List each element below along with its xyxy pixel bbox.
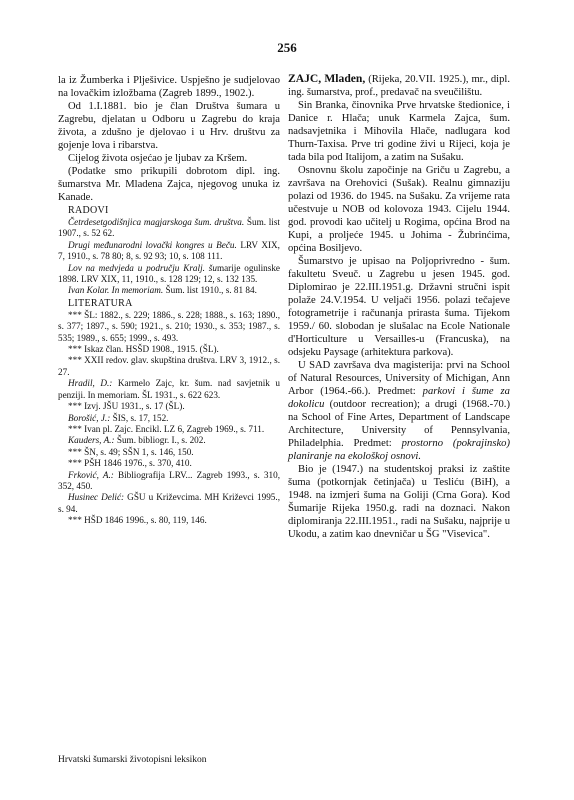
masters-text-1: U SAD završava dva magisterija: prvi na School of Natural Resources, University of Michigan, Ann Arbor (1964.-66.). Predmet: xyxy=(288,360,510,397)
reference-entry xyxy=(58,217,280,240)
paragraph-practice: Bio je (1947.) na studentskoj praksi iz zaštite šuma (potkornjak četinjača) u Tesliću (BiH), a 1948. na izmjeri šuma na Goliji (Crna Gora). Kod Šumarije Rijeka 1950.g. radi na doznaci. Nakon diplomiranja 22.III.1951., radi na Sušaku, najprije u Ukodu, a zatim kao dnevničar u ŠG "Visevica". xyxy=(288,464,510,540)
paragraph-membership: Od 1.I.1881. bio je član Društva šumara u Zagrebu, djelatan u Odboru u Zagrebu do kraja života, a zdušno je djelovao i u Hrv. društvu za gojenje lova i ribarstva. xyxy=(58,101,280,151)
reference-entry xyxy=(58,310,280,344)
reference-entry xyxy=(58,401,280,412)
section-heading-radovi: RADOVI xyxy=(68,205,109,216)
reference-entry xyxy=(58,492,280,515)
left-column xyxy=(58,74,280,527)
reference-author: Drugi međunarodni lovački kongres u Beču. xyxy=(68,239,237,250)
entry-summary: (Rijeka, 20.VII. 1925.), mr., dipl. ing. šumarstva, prof., predavač na sveučilištu. xyxy=(288,74,510,98)
paragraph-masters xyxy=(288,359,510,463)
reference-author: Četrdesetgodišnjica magjarskoga šum. društva. xyxy=(68,217,245,227)
masters-subject-2: prostorno (pokrajinsko) planiranje na ekološkoj osnovi. xyxy=(288,438,510,462)
entry-heading xyxy=(288,72,510,99)
paragraph-university: Šumarstvo je upisao na Poljoprivredno - šum. fakultetu Sveuč. u Zagrebu u jesen 1945. god. Diplomirao je 22.III.1951.g. Državni stručni ispit polaže 24.V.1954. U veljači 1956. polazi tečajeve fotogrametrije i računanja prirasta šuma. Tijekom 1959./ 60. slobodan je slušalac na Ecole Nationale d'Horticulture u Versailles-u (Francuska), na odsjeku Paysage (arhitektura parkova). xyxy=(288,256,510,358)
reference-author: Ivan Kolar. In memoriam. xyxy=(68,285,164,296)
reference-entry xyxy=(58,240,280,263)
reference-entry xyxy=(58,355,280,378)
reference-text: GŠU u Križevcima. MH Križevci 1995., s. 94. xyxy=(58,492,280,514)
radovi-list xyxy=(58,217,280,297)
reference-text: Karmelo Zajc, kr. šum. nad savjetnik u penziji. In memoriam. ŠL 1931., s. 622 623. xyxy=(58,378,280,400)
reference-entry xyxy=(58,285,280,296)
reference-entry xyxy=(58,458,280,469)
reference-text: Šum. list 1910., s. 81 84. xyxy=(163,285,257,296)
paragraph-intro: la iz Žumberka i Plješivice. Uspješno je sudjelovao na lovačkim izložbama (Zagreb 1899., 1902.). xyxy=(58,75,280,99)
reference-entry xyxy=(58,424,280,435)
reference-entry xyxy=(58,470,280,493)
footer-rule xyxy=(58,748,518,749)
reference-text: LRV XIX, 7, 1910., s. 78 80; 8, s. 92 93; 10, s. 108 111. xyxy=(58,239,280,262)
section-heading-literatura: LITERATURA xyxy=(68,297,133,309)
reference-entry xyxy=(58,344,280,355)
reference-text: Šum. bibliogr. I., s. 202. xyxy=(114,435,206,446)
masters-text-2: (outdoor recreation); a drugi (1968.-70.) na School of Fine Artes, Department of Landscape Architecture, University of Pennsylvania, Philadelphia. Predmet: xyxy=(288,399,510,449)
reference-text: marije ogulinske 1898. LRV XIX, 11, 1910., s. 128 129; 12, s. 132 135. xyxy=(58,262,280,285)
reference-entry xyxy=(58,378,280,401)
reference-author: Lov na medvjeda u području Kralj. šu xyxy=(68,262,217,273)
paragraph-schooling: Osnovnu školu započinje na Griču u Zagrebu, a završava na Orehovici (Sušak). Realnu gimnaziju polazi od 1936. do 1945. na Sušaku. Za vrijeme rata učestvuje u NOB od kolovoza 1943. Cijelu 1944. god. provodi kao učitelj u Rogima, općina Brod na Kupi, a proljeće 1945. u Johima - Žubrinćima, općina Bosiljevo. xyxy=(288,165,510,254)
reference-entry xyxy=(58,413,280,424)
reference-entry xyxy=(58,435,280,446)
page-footer: Hrvatski šumarski životopisni leksikon xyxy=(58,755,207,765)
reference-text: *** Ivan pl. Zajc. Encikl. LZ 6, Zagreb 1969., s. 711. xyxy=(68,423,265,434)
reference-entry xyxy=(58,447,280,458)
paragraph-karst: Cijelog života osjećao je ljubav za Kršem. xyxy=(68,153,248,164)
reference-entry xyxy=(58,515,280,526)
reference-author: Kauders, A.: xyxy=(68,435,115,446)
page-number: 256 xyxy=(277,40,297,55)
masters-subject-1: parkovi i šume za dokolicu xyxy=(288,386,510,410)
reference-text: ŠIS, s. 17, 152. xyxy=(110,412,169,423)
reference-text: *** Izvj. JŠU 1931., s. 17 (ŠL). xyxy=(68,401,185,412)
right-column xyxy=(288,72,510,541)
paragraph-family: Sin Branka, činovnika Prve hrvatske štedionice, i Danice r. Hlača; unuk Karmela Zajca, šum. nadsavjetnika i Mihovila Hlače, nadlugara kod Thurn-Taxisa. Prve tri godine živi u Rijeci, koja je tada bila pod Italijom, a zatim na Sušaku. xyxy=(288,100,510,163)
reference-text: Bibliografija LRV... Zagreb 1993., s. 310, 352, 450. xyxy=(58,469,280,491)
reference-author: Frković, A.: xyxy=(68,469,114,480)
reference-text: *** ŠL: 1882., s. 229; 1886., s. 228; 1888., s. 163; 1890., s. 377; 1897., s. 590; 1921., s. 210; 1930., s. 353; 1987., s. 535; 1989., s. 655; 1999., s. 493. xyxy=(58,309,280,343)
reference-author: Borošić, J.: xyxy=(68,412,111,423)
entry-name: ZAJC, Mladen, xyxy=(288,72,366,85)
reference-text: *** Iskaz član. HSŠD 1908., 1915. (ŠL). xyxy=(68,344,219,355)
reference-text: *** ŠN, s. 49; SŠN 1, s. 146, 150. xyxy=(68,446,194,457)
reference-text: Šum. list 1907., s. 52 62. xyxy=(58,217,280,239)
reference-entry xyxy=(58,263,280,286)
reference-author: Hradil, D.: xyxy=(68,378,113,389)
reference-text: *** PŠH 1846 1976., s. 370, 410. xyxy=(68,458,192,469)
reference-text: *** HŠD 1846 1996., s. 80, 119, 146. xyxy=(68,515,207,526)
paragraph-sources: (Podatke smo prikupili dobrotom dipl. ing. šumarstva Mr. Mladena Zajca, njegovog unuka iz Kanade. xyxy=(58,166,280,203)
literatura-list xyxy=(58,310,280,527)
reference-text: *** XXII redov. glav. skupština društva. LRV 3, 1912., s. 27. xyxy=(58,355,280,377)
reference-author: Husinec Delić: xyxy=(68,492,125,503)
